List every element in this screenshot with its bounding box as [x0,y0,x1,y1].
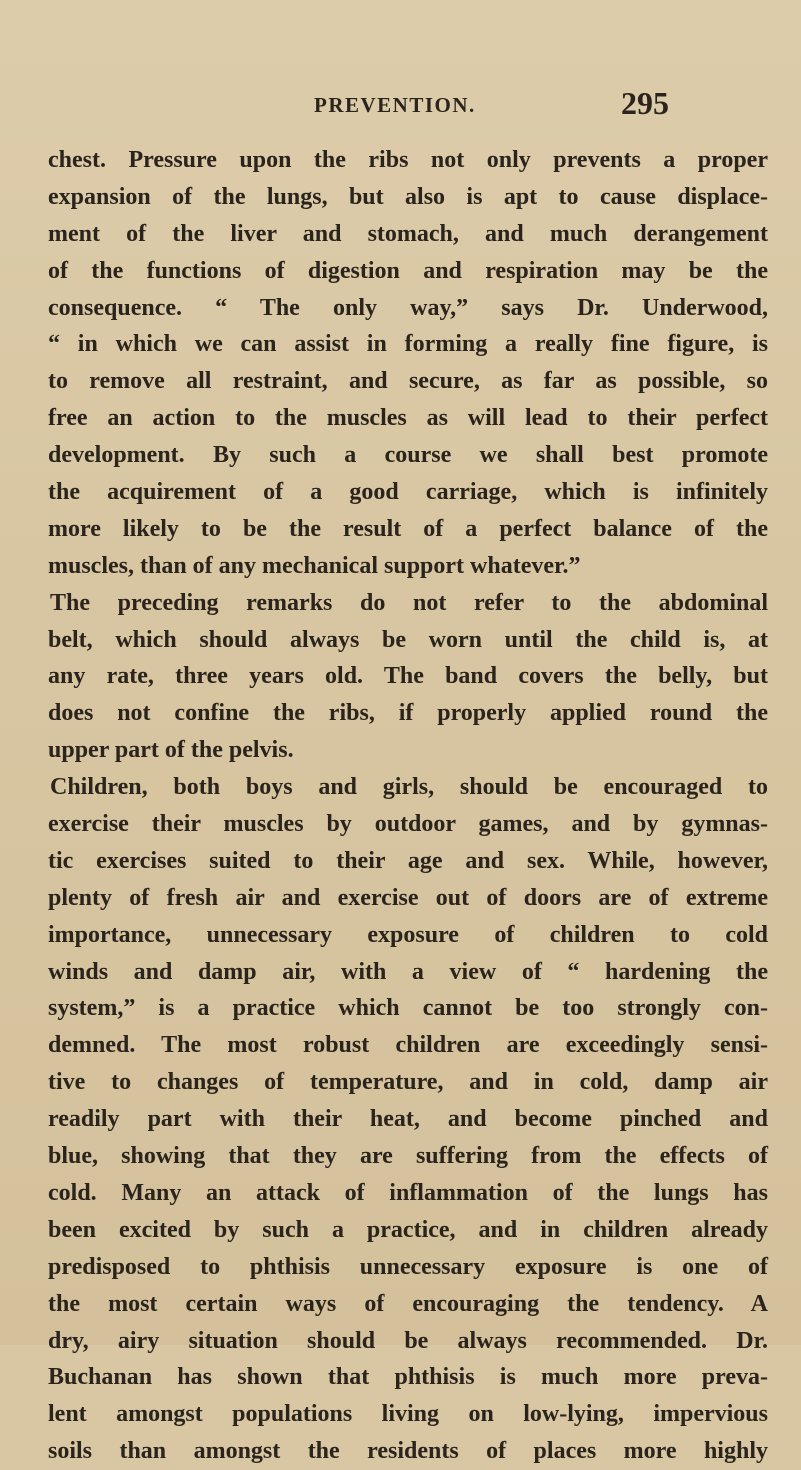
text-line: does not confine the ribs, if properly applied round the [48,700,768,727]
text-line: system,” is a practice which cannot be too strongly con- [48,995,768,1022]
text-line: The preceding remarks do not refer to the abdominal [50,589,768,616]
text-line: lent amongst populations living on low-lying, impervious [48,1401,768,1428]
page-number: 295 [621,85,669,121]
text-line: exercise their muscles by outdoor games, and by gymnas- [48,811,768,838]
text-line: ment of the liver and stomach, and much derangement [48,220,768,247]
text-line: tive to changes of temperature, and in cold, damp air [48,1069,768,1096]
text-line: consequence. “ The only way,” says Dr. Underwood, [48,294,768,321]
text-line: the most certain ways of encouraging the tendency. A [48,1290,768,1317]
text-line: chest. Pressure upon the ribs not only prevents a proper [48,147,768,173]
text-line: to remove all restraint, and secure, as far as possible, so [48,368,768,395]
text-line: soils than amongst the residents of places more highly [48,1438,768,1465]
text-line: development. By such a course we shall best promote [48,442,768,469]
text-line: muscles, than of any mechanical support whatever.” [48,552,581,579]
text-line: dry, airy situation should be always recommended. Dr. [48,1327,768,1354]
text-line: “ in which we can assist in forming a really fine figure, is [48,331,768,358]
running-title: PREVENTION. [314,93,476,117]
text-line: blue, showing that they are suffering from the effects of [48,1143,768,1170]
text-line: Buchanan has shown that phthisis is much more preva- [48,1364,768,1391]
text-line: of the functions of digestion and respiration may be the [48,257,768,284]
text-line: been excited by such a practice, and in children already [48,1216,768,1243]
text-line: Children, both boys and girls, should be encouraged to [50,774,768,801]
text-line: readily part with their heat, and become pinched and [48,1106,768,1133]
text-line: the acquirement of a good carriage, which is infinitely [48,479,768,506]
text-line: winds and damp air, with a view of “ hardening the [48,958,768,985]
text-line: predisposed to phthisis unnecessary exposure is one of [48,1253,768,1280]
text-line: upper part of the pelvis. [48,737,294,764]
text-line: cold. Many an attack of inflammation of the lungs has [48,1179,768,1206]
text-line: free an action to the muscles as will lead to their perfect [48,405,768,432]
text-line: belt, which should always be worn until the child is, at [48,626,768,653]
text-line: more likely to be the result of a perfect balance of the [48,515,768,542]
running-head [0,85,801,122]
text-line: tic exercises suited to their age and sex. While, however, [48,847,768,874]
text-line: importance, unnecessary exposure of children to cold [48,921,768,948]
body-text [48,142,768,1470]
text-line: expansion of the lungs, but also is apt to cause displace- [48,183,768,210]
text-line: plenty of fresh air and exercise out of doors are of extreme [48,884,768,911]
text-line: any rate, three years old. The band covers the belly, but [48,663,768,690]
text-line: demned. The most robust children are exceedingly sensi- [48,1032,768,1059]
